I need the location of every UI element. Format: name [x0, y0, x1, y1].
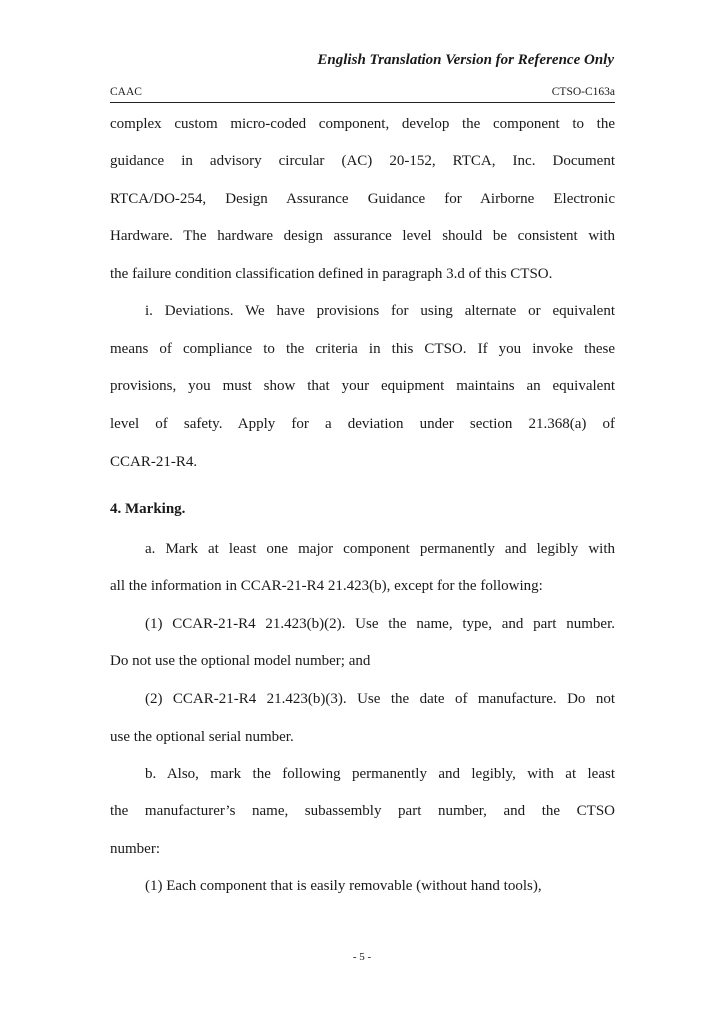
section-heading-marking: 4. Marking.: [110, 501, 186, 517]
deviations-line-4: level of safety. Apply for a deviation under section 21.368(a) of: [110, 416, 615, 432]
marking-a2-line-1: (2) CCAR-21-R4 21.423(b)(3). Use the date of manufacture. Do not: [145, 691, 615, 707]
header-organization: CAAC: [110, 86, 142, 98]
marking-a2-line-2: use the optional serial number.: [110, 729, 294, 745]
marking-a1-line-2: Do not use the optional model number; and: [110, 653, 371, 669]
body-line-2: guidance in advisory circular (AC) 20-152, RTCA, Inc. Document: [110, 153, 615, 169]
deviations-line-5: CCAR-21-R4.: [110, 454, 198, 470]
translation-banner: English Translation Version for Reference Only: [317, 52, 614, 68]
marking-b-line-1: b. Also, mark the following permanently and legibly, with at least: [145, 766, 615, 782]
marking-a-line-1: a. Mark at least one major component permanently and legibly with: [145, 541, 615, 557]
marking-a-line-2: all the information in CCAR-21-R4 21.423(b), except for the following:: [110, 578, 543, 594]
body-line-3: RTCA/DO-254, Design Assurance Guidance for Airborne Electronic: [110, 191, 615, 207]
deviations-line-2: means of compliance to the criteria in this CTSO. If you invoke these: [110, 341, 615, 357]
deviations-line-1: i. Deviations. We have provisions for using alternate or equivalent: [145, 303, 615, 319]
marking-b-line-3: number:: [110, 841, 160, 857]
page-number: - 5 -: [352, 951, 372, 963]
marking-b1-line-1: (1) Each component that is easily removable (without hand tools),: [145, 878, 542, 894]
deviations-line-3: provisions, you must show that your equipment maintains an equivalent: [110, 378, 615, 394]
header-document-number: CTSO-C163a: [551, 86, 615, 98]
body-line-4: Hardware. The hardware design assurance level should be consistent with: [110, 228, 615, 244]
body-line-5: the failure condition classification defined in paragraph 3.d of this CTSO.: [110, 266, 553, 282]
running-header: [110, 86, 615, 103]
body-line-1: complex custom micro-coded component, develop the component to the: [110, 116, 615, 132]
marking-a1-line-1: (1) CCAR-21-R4 21.423(b)(2). Use the name, type, and part number.: [145, 616, 615, 632]
marking-b-line-2: the manufacturer’s name, subassembly part number, and the CTSO: [110, 803, 615, 819]
